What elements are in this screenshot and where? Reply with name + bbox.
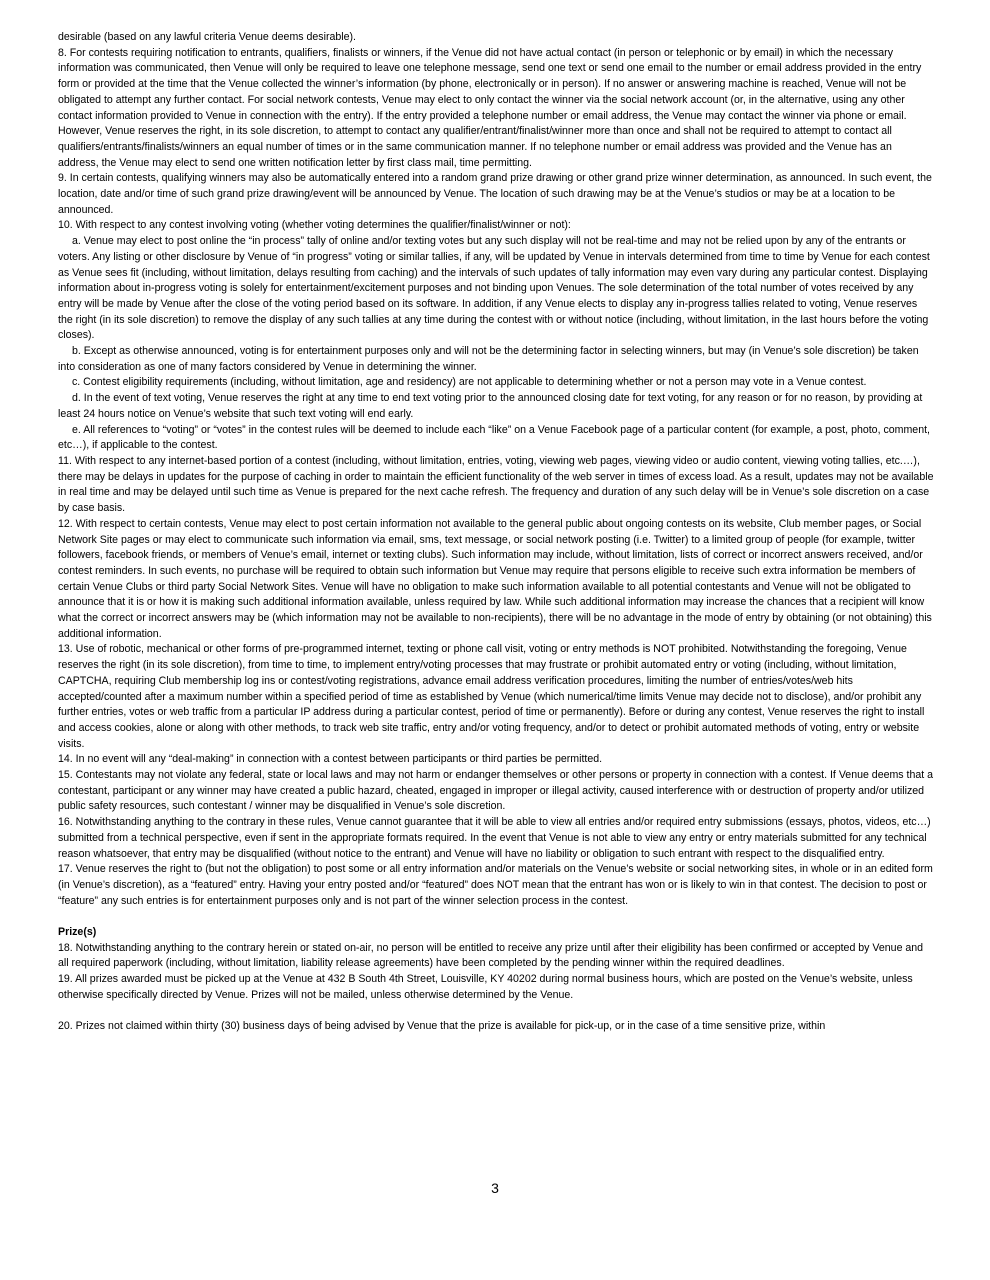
paragraph-10d: d. In the event of text voting, Venue reserves the right at any time to end text voting prior to the announced closing date for text voting, for any reason or for no reason, by providing at least 24 hours notice on Venue’s website that such text voting will end early.	[58, 392, 923, 420]
paragraph-10: 10. With respect to any contest involving voting (whether voting determines the qualifier/finalist/winner or not):	[58, 219, 571, 232]
paragraph-17: 17. Venue reserves the right to (but not the obligation) to post some or all entry information and/or materials on the Venue’s website or social networking sites, in whole or in an edited form (in Venue’s discretion), as a “featured” entry. Having your entry posted and/or “featured” does NOT mean that the entrant has won or is likely to win in that contest. The decision to post or “feature” any such entries is for entertainment purposes only and is not part of the winner selection process in the contest.	[58, 863, 933, 907]
paragraph-10c: c. Contest eligibility requirements (including, without limitation, age and residency) are not applicable to determining whether or not a person may vote in a Venue contest.	[72, 376, 867, 389]
paragraph-10e: e. All references to “voting” or “votes” in the contest rules will be deemed to include each “like” on a Venue Facebook page of a particular content (for example, a post, photo, comment, etc…), if applicable to the contest.	[58, 423, 930, 452]
paragraph-13: 13. Use of robotic, mechanical or other forms of pre-programmed internet, texting or phone call visit, voting or entry methods is NOT prohibited. Notwithstanding the foregoing, Venue reserves the right (in its sole discretion), from time to time, to implement entry/voting processes that may frustrate or prohibit automated entry or voting (including, without limitation, CAPTCHA, requiring Club membership log ins or contest/voting registrations, advance email address verification procedures, limiting the number of entries/votes/web hits accepted/counted after a maximum number within a specified period of time as established by Venue (which numerical/time limits Venue may decide not to disclose), and/or prohibit any further entries, votes or web traffic from a particular IP address during a particular contest, period of time or permanently). Before or during any contest, Venue reserves the right to install and access cookies, alone or along with other methods, to track web site traffic, entry and/or voting frequency, and/or to detect or prohibit automated methods of voting, entry or website visits.	[58, 643, 925, 750]
paragraph-10a: a. Venue may elect to post online the “in process” tally of online and/or texting votes but any such display will not be real-time and may not be relied upon by any of the entrants or voters. Any listing or other disclosure by Venue of “in progress” voting or similar tallies, if any, will be updated by Venue in intervals determined from time to time by Venue for each contest as Venue sees fit (including, without limitation, delays resulting from caching) and the intervals of such updates of tally information may even vary during any particular contest. Displaying information about in-progress voting is solely for entertainment/excitement purposes and not binding upon Venues. The sole determination of the total number of votes received by any entry will be made by Venue after the close of the voting period based on its software. In addition, if any Venue elects to display any in-progress tallies related to voting, Venue reserves the right (in its sole discretion) to remove the display of any such tallies at any time during the contest with or without notice (including, without limitation, in the last hours before the voting closes).	[58, 235, 930, 342]
paragraph-20: 20. Prizes not claimed within thirty (30) business days of being advised by Venue that the prize is available for pick-up, or in the case of a time sensitive prize, within	[58, 1020, 826, 1033]
paragraph-16: 16. Notwithstanding anything to the contrary in these rules, Venue cannot guarantee that it will be able to view all entries and/or required entry submissions (essays, photos, videos, etc…) submitted from a technical perspective, even if sent in the appropriate formats required. In the event that Venue is not able to view any entry or entry materials submitted for any technical reason whatsoever, that entry may be disqualified (without notice to the entrant) and Venue will have no liability or obligation to such entrant with respect to the disqualified entry.	[58, 816, 931, 860]
paragraph-18: 18. Notwithstanding anything to the contrary herein or stated on-air, no person will be entitled to receive any prize until after their eligibility has been confirmed or accepted by Venue and all required paperwork (including, without limitation, liability release agreements) have been completed by the pending winner within the required deadlines.	[58, 941, 924, 970]
paragraph-12: 12. With respect to certain contests, Venue may elect to post certain information not available to the general public about ongoing contests on its website, Club member pages, or Social Network Site pages or may elect to communicate such information via email, sms, text message, or social network posting (i.e. Twitter) to a limited group of people (for example, twitter followers, facebook friends, or members of Venue’s email, internet or texting clubs). Such information may include, without limitation, lists of correct or incorrect answers received, and/or contest reminders. In such events, no purchase will be required to obtain such information but Venue may require that persons eligible to receive such extra information be members of certain Venue Clubs or third party Social Network Sites. Venue will have no obligation to make such information available to all potential contestants and Venue will not be obligated to announce that it is or how it is making such additional information available, unless required by law. While such additional information may increase the chances that a recipient will know what the correct or incorrect answers may be (which information may not be available to non-recipients), there will be no advantage in the mode of entry by obtaining (or not obtaining) this additional information.	[58, 517, 932, 640]
paragraph-spacer	[58, 1004, 934, 1020]
paragraph-15: 15. Contestants may not violate any federal, state or local laws and may not harm or endanger themselves or other persons or property in connection with a contest. If Venue deems that a contestant, participant or any winner may have created a public hazard, cheated, engaged in improper or illegal activity, caused interference with or destruction of property and/or utilized public safety resources, such contestant / winner may be disqualified in Venue’s sole discretion.	[58, 769, 934, 813]
prizes-heading: Prize(s)	[58, 926, 97, 939]
paragraph-continuation: desirable (based on any lawful criteria Venue deems desirable).	[58, 31, 356, 43]
paragraph-14: 14. In no event will any “deal-making” in connection with a contest between participants or third parties be permitted.	[58, 753, 603, 766]
paragraph-10b: b. Except as otherwise announced, voting is for entertainment purposes only and will not be the determining factor in selecting winners, but may (in Venue’s sole discretion) be taken into consideration as one of many factors considered by Venue in determining the winner.	[58, 345, 919, 373]
paragraph-8: 8. For contests requiring notification to entrants, qualifiers, finalists or winners, if the Venue did not have actual contact (in person or telephonic or by email) in which the necessary information was communicated, then Venue will only be required to leave one telephone message, send one text or send one email to the number or email address provided in the entry form or provided at the time that the Venue collected the winner’s information (by phone, electronically or in person). If no answer or answering machine is reached, Venue will not be obligated to attempt any further contact. For social network contests, Venue may elect to only contact the winner via the social network account (or, in the alternative, using any other contact information provided to Venue in connection with the entry). If the entry provided a telephone number or email address, the Venue may contact the winner via phone or email. However, Venue reserves the right, in its sole discretion, to attempt to contact any qualifier/entrant/finalist/winner more than once and shall not be required to attempt to contact all qualifiers/entrants/finalists/winners an equal number of times or in the same communication manner. If no telephone number or email address was provided and the Venue has an address, the Venue may elect to send one written notification letter by first class mail, time permitting.	[58, 46, 922, 169]
paragraph-9: 9. In certain contests, qualifying winners may also be automatically entered into a random grand prize drawing or other grand prize winner determination, as announced. In such event, the location, date and/or time of such grand prize drawing/event will be announced by Venue. The location of such drawing may be at the Venue’s studios or may be at a location to be announced.	[58, 172, 932, 216]
document-page	[58, 30, 934, 1035]
paragraph-11: 11. With respect to any internet-based portion of a contest (including, without limitation, entries, voting, viewing web pages, viewing video or audio content, viewing voting tallies, etc.…), there may be delays in updates for the purpose of caching in order to maintain the efficient functionality of the web server in times of excess load. As a result, updates may not be available in real time and may be delayed until such time as Venue is prepared for the next cache refresh. The frequency and duration of any such delay will be in Venue’s sole discretion on a case by case basis.	[58, 454, 934, 515]
page-number: 3	[491, 1180, 499, 1196]
section-spacer	[58, 909, 934, 925]
paragraph-19: 19. All prizes awarded must be picked up at the Venue at 432 B South 4th Street, Louisville, KY 40202 during normal business hours, which are posted on the Venue’s website, unless otherwise specifically directed by Venue. Prizes will not be mailed, unless otherwise determined by the Venue.	[58, 973, 913, 1001]
